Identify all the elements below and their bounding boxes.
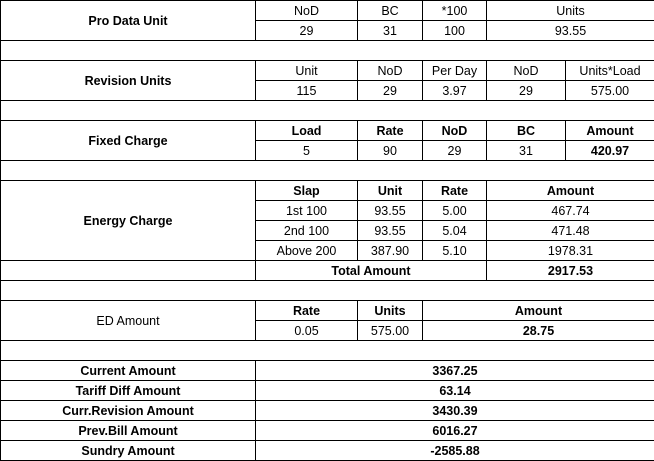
pro-data-bc: 31 — [358, 21, 423, 41]
fixed-nod: 29 — [423, 141, 487, 161]
pro-data-header-nod: NoD — [256, 1, 358, 21]
ed-header-rate: Rate — [256, 301, 358, 321]
summary-row-curr-revision — [1, 401, 654, 421]
revision-nod2: 29 — [487, 81, 566, 101]
summary-label: Tariff Diff Amount — [1, 381, 256, 401]
energy-header-rate: Rate — [423, 181, 487, 201]
fixed-header-nod: NoD — [423, 121, 487, 141]
pro-data-x100: 100 — [423, 21, 487, 41]
energy-total-row — [1, 261, 654, 281]
summary-row-tariff — [1, 381, 654, 401]
energy-rate: 5.00 — [423, 201, 487, 221]
fixed-header-bc: BC — [487, 121, 566, 141]
spacer-row — [1, 281, 654, 301]
ed-header-units: Units — [358, 301, 423, 321]
ed-label: ED Amount — [1, 301, 256, 341]
energy-rate: 5.10 — [423, 241, 487, 261]
revision-header-unit: Unit — [256, 61, 358, 81]
revision-perday: 3.97 — [423, 81, 487, 101]
fixed-label: Fixed Charge — [1, 121, 256, 161]
spacer-row — [1, 341, 654, 361]
energy-slap: Above 200 — [256, 241, 358, 261]
revision-label: Revision Units — [1, 61, 256, 101]
fixed-header-amount: Amount — [566, 121, 654, 141]
pro-data-nod: 29 — [256, 21, 358, 41]
fixed-header-row — [1, 121, 654, 141]
spacer-row — [1, 41, 654, 61]
ed-amount: 28.75 — [423, 321, 654, 341]
energy-total-label: Total Amount — [256, 261, 487, 281]
ed-header-amount: Amount — [423, 301, 654, 321]
summary-row-current — [1, 361, 654, 381]
spacer-row — [1, 101, 654, 121]
pro-data-label: Pro Data Unit — [1, 1, 256, 41]
fixed-bc: 31 — [487, 141, 566, 161]
fixed-header-load: Load — [256, 121, 358, 141]
energy-amount: 1978.31 — [487, 241, 654, 261]
summary-label: Curr.Revision Amount — [1, 401, 256, 421]
fixed-header-rate: Rate — [358, 121, 423, 141]
summary-row-prev-bill — [1, 421, 654, 441]
summary-value: 3367.25 — [256, 361, 654, 381]
energy-header-amount: Amount — [487, 181, 654, 201]
pro-data-header-bc: BC — [358, 1, 423, 21]
energy-rate: 5.04 — [423, 221, 487, 241]
revision-header-nod2: NoD — [487, 61, 566, 81]
energy-header-unit: Unit — [358, 181, 423, 201]
fixed-load: 5 — [256, 141, 358, 161]
spacer-row — [1, 161, 654, 181]
ed-units: 575.00 — [358, 321, 423, 341]
energy-amount: 471.48 — [487, 221, 654, 241]
pro-data-header-x100: *100 — [423, 1, 487, 21]
energy-unit: 387.90 — [358, 241, 423, 261]
revision-header-unitsload: Units*Load — [566, 61, 654, 81]
pro-data-header-units: Units — [487, 1, 654, 21]
summary-label: Prev.Bill Amount — [1, 421, 256, 441]
summary-value: 6016.27 — [256, 421, 654, 441]
summary-label: Sundry Amount — [1, 441, 256, 461]
energy-unit: 93.55 — [358, 221, 423, 241]
energy-header-slap: Slap — [256, 181, 358, 201]
energy-slap: 2nd 100 — [256, 221, 358, 241]
summary-value: -2585.88 — [256, 441, 654, 461]
ed-rate: 0.05 — [256, 321, 358, 341]
revision-unit: 115 — [256, 81, 358, 101]
revision-header-perday: Per Day — [423, 61, 487, 81]
fixed-rate: 90 — [358, 141, 423, 161]
energy-slap: 1st 100 — [256, 201, 358, 221]
pro-data-units: 93.55 — [487, 21, 654, 41]
energy-total-value: 2917.53 — [487, 261, 654, 281]
summary-value: 63.14 — [256, 381, 654, 401]
revision-nod: 29 — [358, 81, 423, 101]
revision-unitsload: 575.00 — [566, 81, 654, 101]
pro-data-header-row — [1, 1, 654, 21]
revision-header-row — [1, 61, 654, 81]
energy-unit: 93.55 — [358, 201, 423, 221]
energy-header-row — [1, 181, 654, 201]
revision-header-nod: NoD — [358, 61, 423, 81]
ed-header-row — [1, 301, 654, 321]
summary-row-sundry — [1, 441, 654, 461]
summary-label: Current Amount — [1, 361, 256, 381]
summary-value: 3430.39 — [256, 401, 654, 421]
energy-amount: 467.74 — [487, 201, 654, 221]
fixed-amount: 420.97 — [566, 141, 654, 161]
energy-label: Energy Charge — [1, 181, 256, 261]
